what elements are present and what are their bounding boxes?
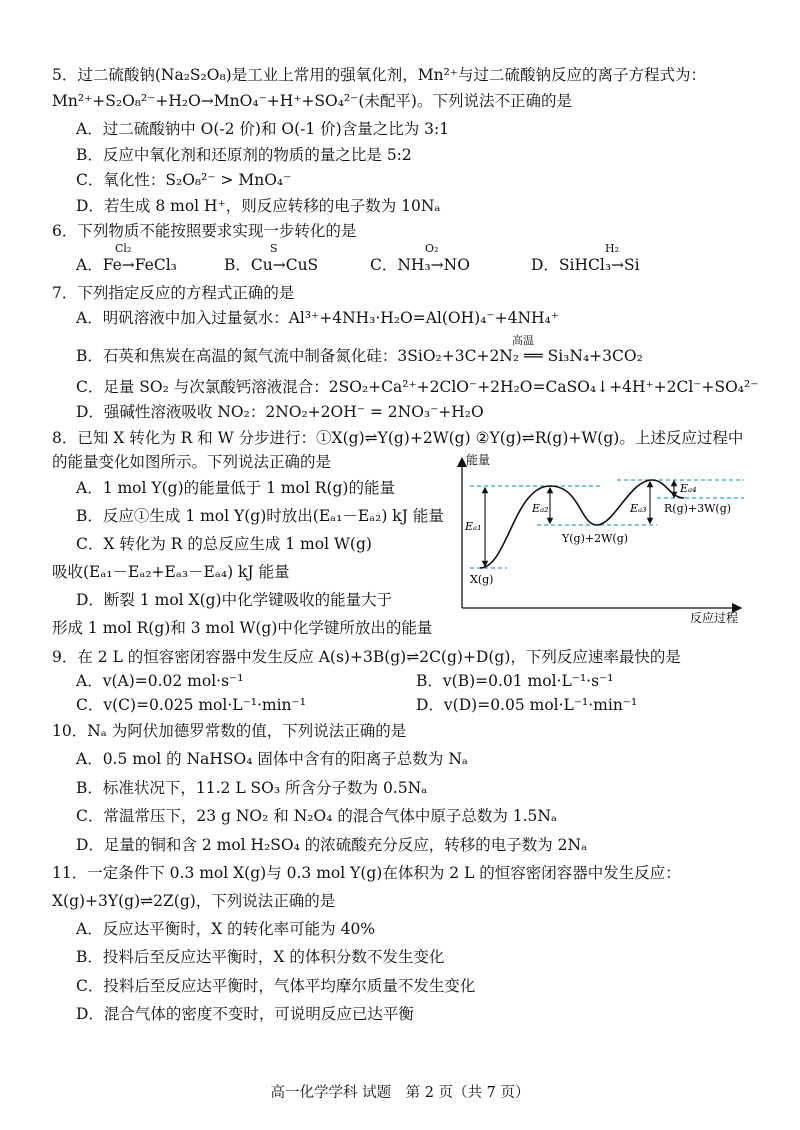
q11-option-d: D．混合气体的密度不变时，可说明反应已达平衡 <box>76 1005 414 1023</box>
ea2-label: Eₐ₂ <box>532 502 549 515</box>
q7-option-b: B．石英和焦炭在高温的氮气流中制备氮化硅：3SiO₂+3C+2N₂ ══ Si₃N₄+3CO₂ <box>76 347 643 365</box>
q10-stem: 10．Nₐ 为阿伏加德罗常数的值，下列说法正确的是 <box>52 722 407 740</box>
q8-option-d-line1: D．断裂 1 mol X(g)中化学键吸收的能量大于 <box>76 591 393 609</box>
q9-stem: 9．在 2 L 的恒容密闭容器中发生反应 A(s)+3B(g)⇌2C(g)+D(g)，下列反应速率最快的是 <box>52 648 681 666</box>
q9-option-c: C．v(C)=0.025 mol·L⁻¹·min⁻¹ <box>76 696 306 714</box>
q11-option-b: B．投料后至反应达平衡时，X 的体积分数不发生变化 <box>76 948 445 966</box>
q5-option-c: C．氧化性：S₂O₈²⁻ > MnO₄⁻ <box>76 171 292 189</box>
q5-stem-line2: Mn²⁺+S₂O₈²⁻+H₂O→MnO₄⁻+H⁺+SO₄²⁻(未配平)。下列说法不正确的是 <box>52 92 572 110</box>
q11-stem-line1: 11．一定条件下 0.3 mol X(g)与 0.3 mol Y(g)在体积为 2 L 的恒容密闭容器中发生反应： <box>52 864 681 882</box>
q5-option-b: B．反应中氧化剂和还原剂的物质的量之比是 5:2 <box>76 146 412 164</box>
q10-option-a: A．0.5 mol 的 NaHSO₄ 固体中含有的阳离子总数为 Nₐ <box>76 750 468 768</box>
r-species-label: R(g)+3W(g) <box>664 502 732 515</box>
page-footer: 高一化学学科 试题 第 2 页（共 7 页） <box>270 1085 530 1101</box>
q8-option-c-line1: C．X 转化为 R 的总反应生成 1 mol W(g) <box>76 535 372 553</box>
ea4-label: Eₐ₄ <box>680 482 697 495</box>
energy-profile-diagram <box>452 450 752 625</box>
q6-a-condition: Cl₂ <box>115 242 132 255</box>
q7-stem: 7．下列指定反应的方程式正确的是 <box>52 284 295 302</box>
q8-option-b: B．反应①生成 1 mol Y(g)时放出(Eₐ₁－Eₐ₂) kJ 能量 <box>76 507 444 525</box>
q6-option-d: D．SiHCl₃→Si <box>531 256 640 274</box>
x-species-label: X(g) <box>470 573 494 586</box>
ea1-label: Eₐ₁ <box>465 520 482 533</box>
q9-option-b: B．v(B)=0.01 mol·L⁻¹·s⁻¹ <box>416 672 614 690</box>
q5-option-d: D．若生成 8 mol H⁺，则反应转移的电子数为 10Nₐ <box>76 197 441 215</box>
q6-stem: 6．下列物质不能按照要求实现一步转化的是 <box>52 222 357 240</box>
q10-option-c: C．常温常压下，23 g NO₂ 和 N₂O₄ 的混合气体中原子总数为 1.5Nₐ <box>76 807 557 825</box>
q6-option-c: C．NH₃→NO <box>370 256 470 274</box>
q10-option-b: B．标准状况下，11.2 L SO₃ 所含分子数为 0.5Nₐ <box>76 779 428 797</box>
q7-option-d: D．强碱性溶液吸收 NO₂：2NO₂+2OH⁻ = 2NO₃⁻+H₂O <box>76 403 484 421</box>
q6-b-condition: S <box>270 242 278 255</box>
q9-option-a: A．v(A)=0.02 mol·s⁻¹ <box>76 672 244 690</box>
y-axis-label: 能量 <box>466 453 491 467</box>
q6-option-a: A．Fe→FeCl₃ <box>76 256 177 274</box>
q6-c-condition: O₂ <box>425 242 439 255</box>
q11-stem-line2: X(g)+3Y(g)⇌2Z(g)，下列说法正确的是 <box>52 892 336 910</box>
q7-option-a: A．明矾溶液中加入过量氨水：Al³⁺+4NH₃·H₂O=Al(OH)₄⁻+4NH₄⁺ <box>76 309 559 327</box>
q5-stem-line1: 5．过二硫酸钠(Na₂S₂O₈)是工业上常用的强氧化剂，Mn²⁺与过二硫酸钠反应的离子方程式为： <box>52 66 706 84</box>
y-species-label: Y(g)+2W(g) <box>562 532 629 545</box>
q8-stem-line2: 的能量变化如图所示。下列说法正确的是 <box>52 453 332 471</box>
q7-b-condition: 高温 <box>512 334 534 347</box>
q10-option-d: D．足量的铜和含 2 mol H₂SO₄ 的浓硫酸充分反应，转移的电子数为 2Nₐ <box>76 836 588 854</box>
q8-option-a: A．1 mol Y(g)的能量低于 1 mol R(g)的能量 <box>76 479 395 497</box>
x-axis-label: 反应过程 <box>690 611 739 625</box>
q11-option-c: C．投料后至反应达平衡时，气体平均摩尔质量不发生变化 <box>76 977 476 995</box>
q6-option-b: B．Cu→CuS <box>224 256 319 274</box>
ea3-label: Eₐ₃ <box>630 502 647 515</box>
q8-option-d-line2: 形成 1 mol R(g)和 3 mol W(g)中化学键所放出的能量 <box>52 619 433 637</box>
q11-option-a: A．反应达平衡时，X 的转化率可能为 40% <box>76 920 376 938</box>
q9-option-d: D．v(D)=0.05 mol·L⁻¹·min⁻¹ <box>416 696 638 714</box>
q7-option-c: C．足量 SO₂ 与次氯酸钙溶液混合：2SO₂+Ca²⁺+2ClO⁻+2H₂O=CaSO₄↓+4H⁺+2Cl⁻+SO₄²⁻ <box>76 378 759 396</box>
q8-stem-line1: 8．已知 X 转化为 R 和 W 分步进行：①X(g)⇌Y(g)+2W(g) ②Y(g)⇌R(g)+W(g)。上述反应过程中 <box>52 429 744 447</box>
q6-d-condition: H₂ <box>605 242 620 255</box>
energy-curve <box>480 480 684 568</box>
q8-option-c-line2: 吸收(Eₐ₁－Eₐ₂+Eₐ₃－Eₐ₄) kJ 能量 <box>52 563 290 581</box>
q5-option-a: A．过二硫酸钠中 O(-2 价)和 O(-1 价)含量之比为 3:1 <box>76 120 450 138</box>
